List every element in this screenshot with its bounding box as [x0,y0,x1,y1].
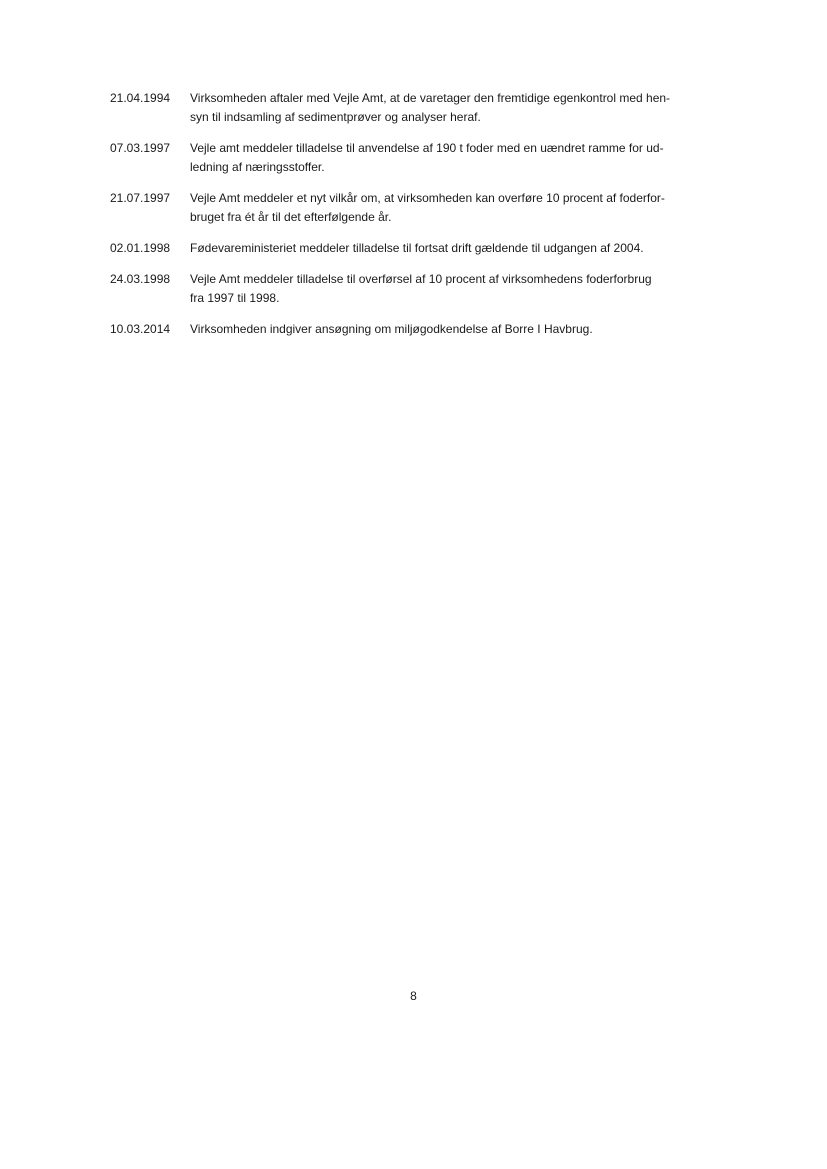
entry-text-line: Virksomheden indgiver ansøgning om miljøgodkendelse af Borre I Havbrug. [190,322,593,336]
entry-text-line: fra 1997 til 1998. [190,291,280,305]
page-number: 8 [410,989,417,1003]
entry-text-line: bruget fra ét år til det efterfølgende år. [190,210,392,224]
entry-date: 10.03.2014 [110,322,171,336]
timeline-entry [110,270,710,308]
entry-text [190,320,710,339]
entry-text-line: Vejle amt meddeler tilladelse til anvendelse af 190 t foder med en uændret ramme for ud- [190,141,664,155]
entry-text [190,139,710,177]
timeline-entry [110,320,710,339]
timeline-list [110,89,710,351]
entry-date: 02.01.1998 [110,241,171,255]
timeline-entry [110,89,710,127]
timeline-entry [110,239,710,258]
entry-text-line: Vejle Amt meddeler tilladelse til overførsel af 10 procent af virksomhedens foderforbrug [190,272,652,286]
timeline-entry [110,139,710,177]
entry-text-line: syn til indsamling af sedimentprøver og analyser heraf. [190,110,481,124]
entry-text [190,189,710,227]
entry-text-line: Virksomheden aftaler med Vejle Amt, at de varetager den fremtidige egenkontrol med hen- [190,91,671,105]
entry-text-line: Fødevareministeriet meddeler tilladelse til fortsat drift gældende til udgangen af 2004. [190,241,644,255]
entry-date: 24.03.1998 [110,272,171,286]
entry-text-line: ledning af næringsstoffer. [190,160,325,174]
entry-text [190,89,710,127]
entry-text [190,270,710,308]
entry-date: 07.03.1997 [110,141,171,155]
entry-text-line: Vejle Amt meddeler et nyt vilkår om, at virksomheden kan overføre 10 procent af foderfor- [190,191,665,205]
timeline-entry [110,189,710,227]
entry-text [190,239,710,258]
entry-date: 21.04.1994 [110,91,171,105]
entry-date: 21.07.1997 [110,191,171,205]
